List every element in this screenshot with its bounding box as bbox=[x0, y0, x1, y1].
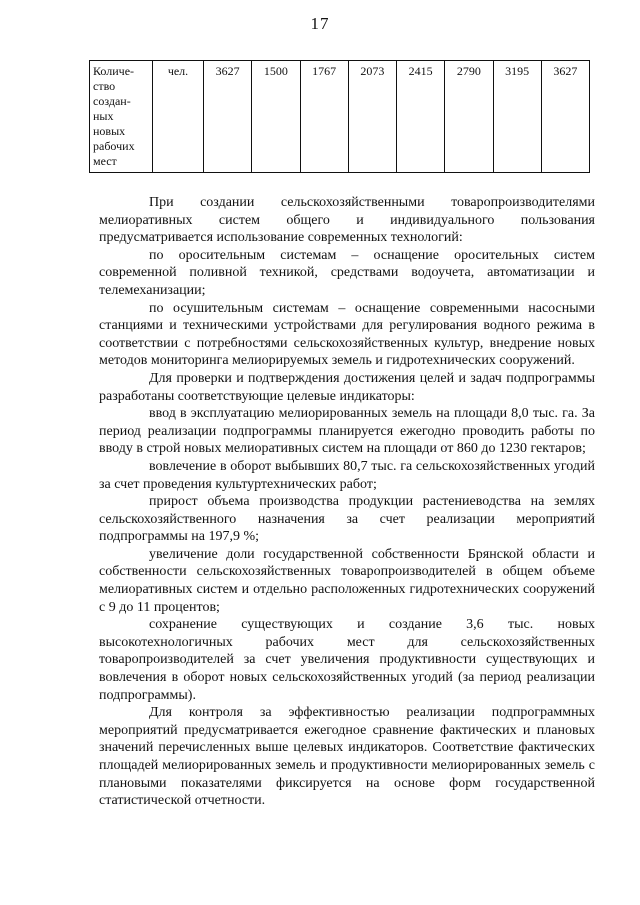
page-number: 17 bbox=[310, 14, 330, 33]
value-cell: 2073 bbox=[348, 61, 396, 173]
paragraph: увеличение доли государственной собственности Брянской области и собственности сельскохозяйственных товаропроизводителей в общем объеме мелиоративных систем и отдельно расположенных гидротехнических сооружений с 9 до 11 процентов; bbox=[99, 546, 595, 615]
value-cell: 3627 bbox=[204, 61, 252, 173]
paragraph: При создании сельскохозяйственными товаропроизводителями мелиоративных систем общего и индивидуального пользования предусматривается использование современных технологий: bbox=[99, 195, 595, 246]
row-label-line: новых bbox=[93, 124, 126, 138]
paragraph: вовлечение в оборот выбывших 80,7 тыс. га сельскохозяйственных угодий за счет проведения культуртехнических работ; bbox=[99, 458, 595, 492]
row-label-line: ство bbox=[93, 79, 116, 93]
row-label-line: создан- bbox=[93, 94, 131, 108]
row-label-line: Количе- bbox=[93, 64, 135, 78]
paragraph: сохранение существующих и создание 3,6 тыс. новых высокотехнологичных рабочих мест для сельскохозяйственных товаропроизводителей за счет увеличения продуктивности существующих и вовлечения в оборот новых сельскохозяйственных угодий (за период реализации подпрограммы). bbox=[99, 617, 595, 703]
body-text bbox=[99, 194, 595, 810]
row-label-line: ных bbox=[93, 109, 114, 123]
paragraph: Для контроля за эффективностью реализации подпрограммных мероприятий предусматривается ежегодное сравнение фактических и плановых значений перечисленных выше целевых индикаторов. Соответствие фактических площадей мелиорированных земель и продуктивности мелиорированных земель с плановыми показателями фиксируется на основе форм государственной статистической отчетности. bbox=[99, 705, 595, 809]
paragraph: прирост объема производства продукции растениеводства на землях сельскохозяйственного назначения за счет реализации мероприятий подпрограммы на 197,9 %; bbox=[99, 494, 595, 545]
table-row bbox=[90, 61, 590, 173]
value-cell: 2415 bbox=[397, 61, 445, 173]
row-label-line: мест bbox=[93, 154, 117, 168]
value-cell: 1767 bbox=[300, 61, 348, 173]
paragraph: Для проверки и подтверждения достижения целей и задач подпрограммы разработаны соответствующие целевые индикаторы: bbox=[99, 370, 595, 404]
value-cell: 2790 bbox=[445, 61, 493, 173]
row-label-cell bbox=[90, 61, 153, 173]
paragraph: по осушительным системам – оснащение современными насосными станциями и техническими устройствами для регулирования водного режима в соответствии с потребностями сельскохозяйственных культур, внедрение новых методов мониторинга мелиорируемых земель и гидротехнических сооружений. bbox=[99, 300, 595, 369]
paragraph: по оросительным системам – оснащение оросительных систем современной поливной техникой, средствами водоучета, автоматизации и телемеханизации; bbox=[99, 247, 595, 298]
paragraph: ввод в эксплуатацию мелиорированных земель на площади 8,0 тыс. га. За период реализации подпрограммы планируется ежегодно проводить работы по вводу в строй новых мелиоративных систем на площади от 860 до 1230 гектаров; bbox=[99, 406, 595, 457]
value-cell: 1500 bbox=[252, 61, 300, 173]
value-cell: 3195 bbox=[493, 61, 541, 173]
indicator-table bbox=[89, 60, 590, 173]
value-cell: 3627 bbox=[541, 61, 589, 173]
unit-cell: чел. bbox=[153, 61, 204, 173]
row-label-line: рабочих bbox=[93, 139, 135, 153]
